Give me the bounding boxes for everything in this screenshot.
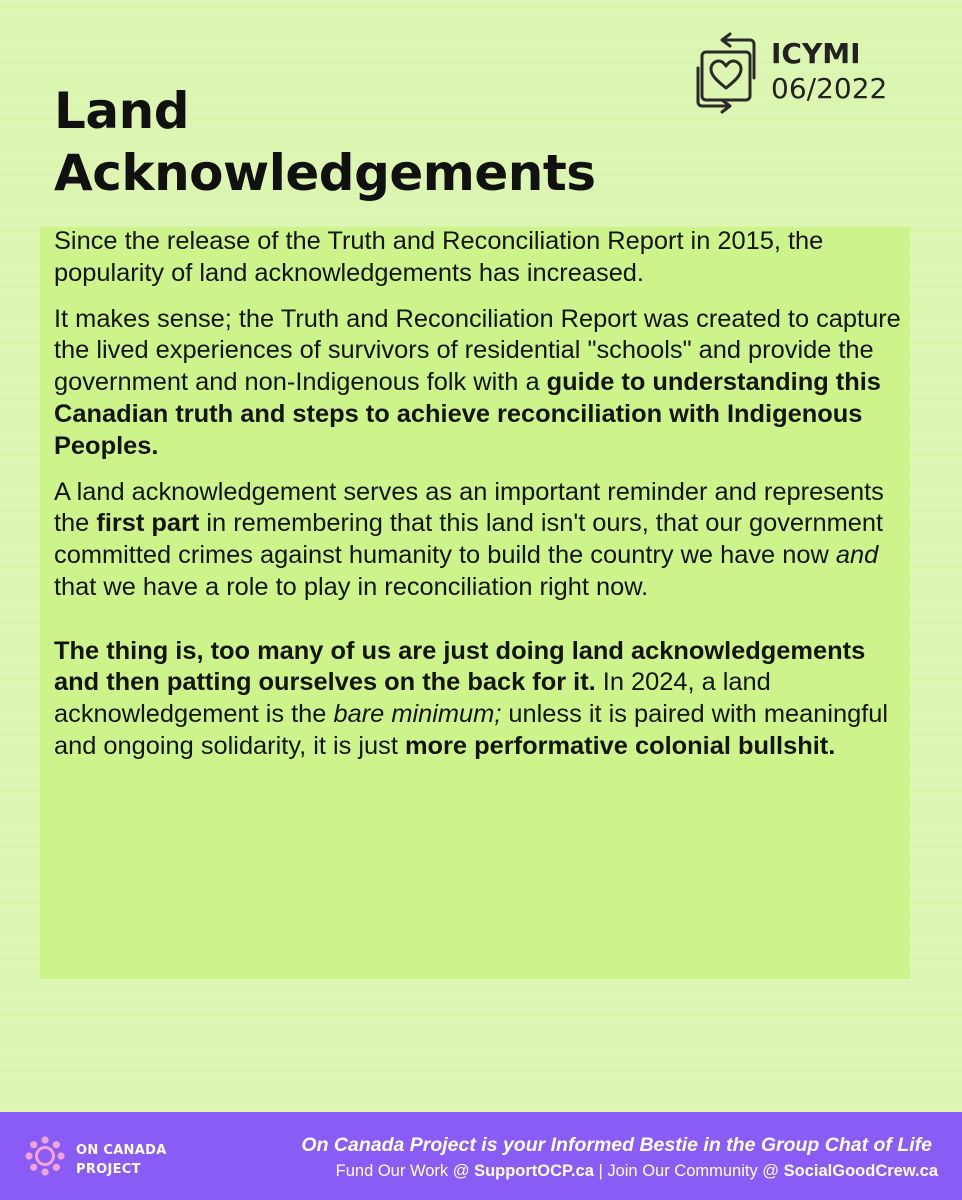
join-link[interactable]: SocialGoodCrew.ca <box>783 1162 938 1180</box>
logo-line-1: ON CANADA <box>76 1143 167 1158</box>
fund-link[interactable]: SupportOCP.ca <box>474 1162 594 1180</box>
title-line-1: Land <box>54 82 189 140</box>
paragraph-4-bold-a: The thing is, too many of us are just doing land acknowledgements and then patting ourselves on the back for it. <box>54 636 866 697</box>
paragraph-4 <box>54 636 914 763</box>
logo-line-2: PROJECT <box>76 1162 141 1177</box>
paragraph-3-text-a: A land acknowledgement serves as an important reminder and represents the <box>54 477 884 538</box>
paragraph-4-italic: bare minimum; <box>333 700 502 729</box>
article-body <box>54 226 914 763</box>
logo-text <box>76 1141 167 1179</box>
footer-links <box>336 1162 938 1181</box>
paragraph-2 <box>54 304 914 463</box>
paragraph-4-text-a: In 2024, a land acknowledgement is the <box>54 668 771 729</box>
footer-tagline: On Canada Project is your Informed Bestie in the Group Chat of Life <box>301 1134 932 1156</box>
paragraph-3-text-c: that we have a role to play in reconciliation right now. <box>54 572 649 601</box>
paragraph-4-text-b: unless it is paired with meaningful and ongoing solidarity, it is just <box>54 700 889 760</box>
paragraph-2-bold: guide to understanding this Canadian truth and steps to achieve reconciliation with Indigenous Peoples. <box>54 368 881 460</box>
paragraph-3-text-b: in remembering that this land isn't ours, that our government committed crimes against humanity to build the country we have now <box>54 509 884 570</box>
paragraph-3-bold: first part <box>96 509 200 538</box>
badge-text <box>771 36 887 106</box>
page-title <box>54 80 596 204</box>
sun-circle-icon <box>25 1136 65 1176</box>
icymi-badge <box>694 32 914 114</box>
paragraph-3 <box>54 477 914 604</box>
paragraph-4-bold-b: more performative colonial bullshit. <box>404 731 836 760</box>
badge-label: ICYMI <box>771 37 861 70</box>
join-text: Join Our Community @ <box>607 1162 784 1180</box>
paragraph-2-text: It makes sense; the Truth and Reconciliation Report was created to capture the lived experiences of survivors of residential "schools" and provide the government and non-Indigenous folk with a <box>54 304 901 397</box>
paragraph-3-italic: and <box>835 541 879 570</box>
paragraph-1: Since the release of the Truth and Reconciliation Report in 2015, the popularity of land acknowledgements has increased. <box>54 227 824 287</box>
link-separator: | <box>593 1162 608 1180</box>
title-line-2: Acknowledgements <box>54 144 596 202</box>
fund-text: Fund Our Work @ <box>335 1162 475 1180</box>
badge-date: 06/2022 <box>771 72 888 105</box>
heart-cycle-icon <box>694 32 758 114</box>
